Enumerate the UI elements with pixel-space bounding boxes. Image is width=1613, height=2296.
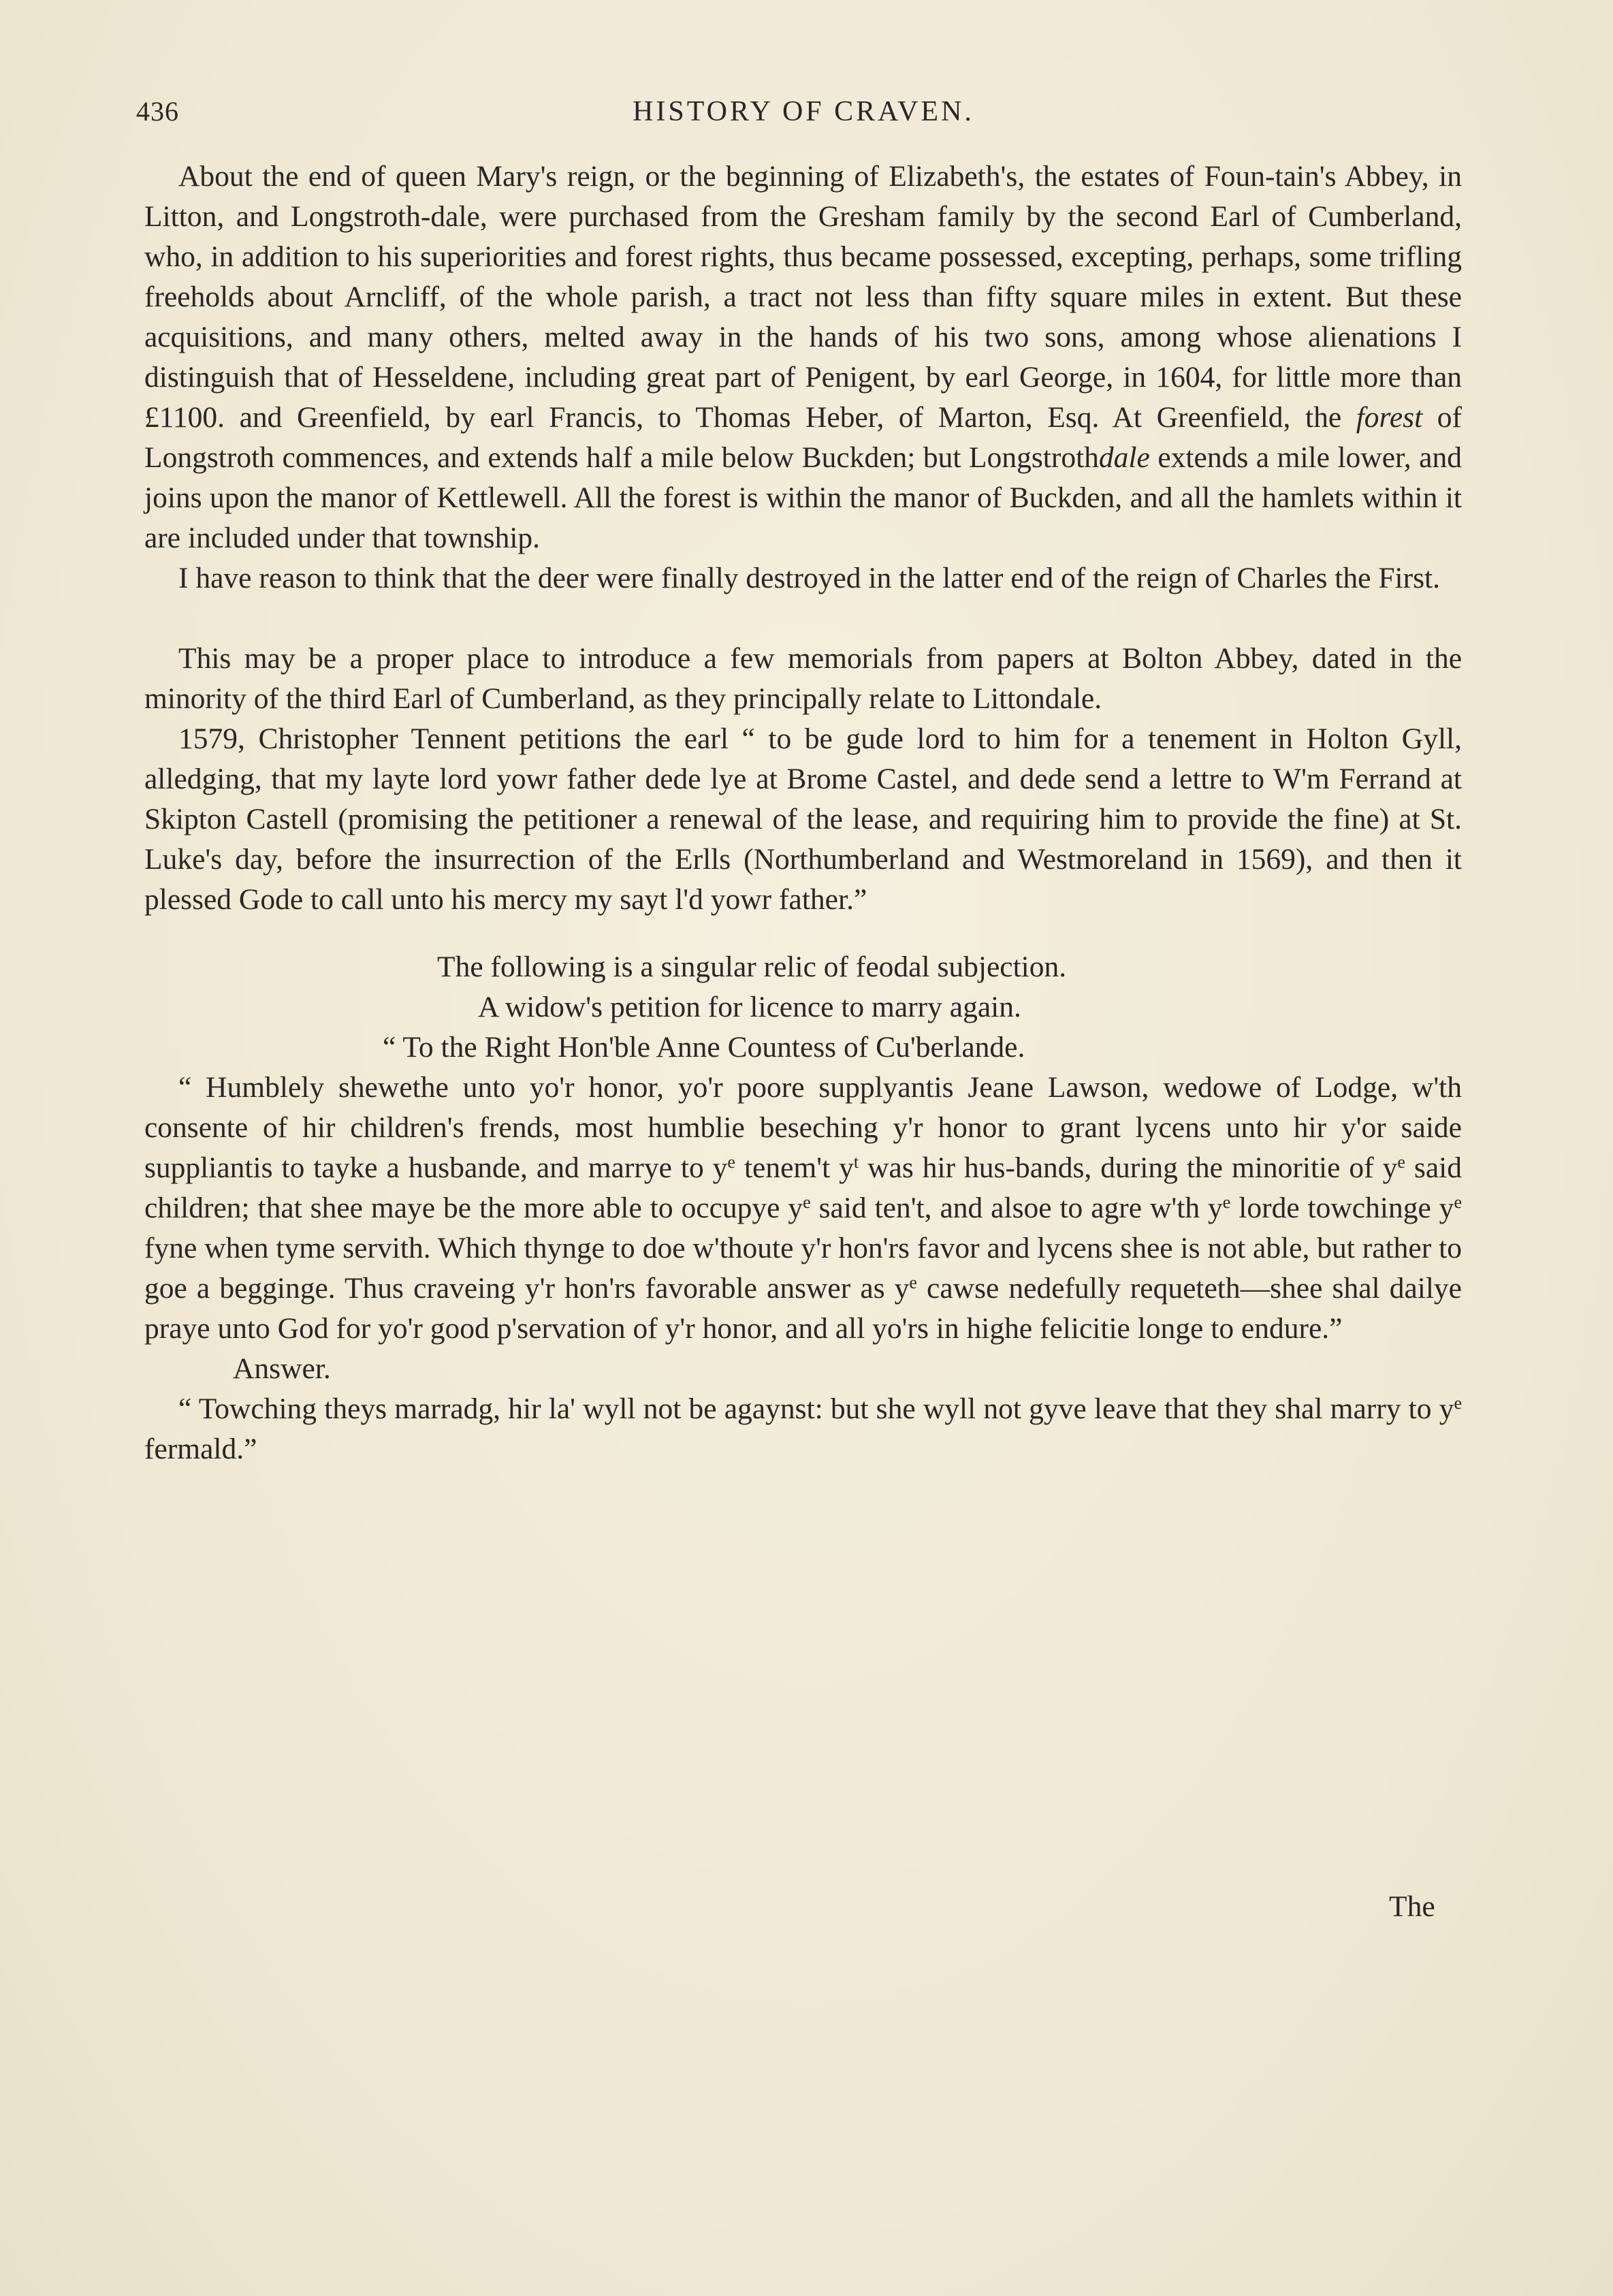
page-header bbox=[136, 95, 1471, 143]
page-number: 436 bbox=[136, 96, 179, 127]
paragraph-lawson-petition: “ Humblely shewethe unto yo'r honor, yo'r poore supplyantis Jeane Lawson, wedowe of Lodge, w'th consente of hir children's frends, most humblie beseching y'r honor to grant lycens unto hir y'or saide suppliantis to tayke a husbande, and marrye to $y^e$ tenem't $y^t$ was hir hus-bands, during the minoritie of $y^e$ said children; that shee maye be the more able to occupye $y^e$ said ten't, and alsoe to agre w'th $y^e$ lorde towchinge $y^e$ fyne when tyme servith. Which thynge to doe w'thoute y'r hon'rs favor and lycens shee is not able, but rather to goe a begginge. Thus craveing y'r hon'rs favorable answer as $y^e$ cawse nedefully requeteth—shee shal dailye praye unto God for yo'r good p'servation of y'r honor, and all yo'rs in highe felicitie longe to endure.” bbox=[144, 1071, 1462, 1345]
heading-feodal-relic: The following is a singular relic of feodal subjection. bbox=[437, 951, 1067, 983]
paragraph-deer: I have reason to think that the deer were finally destroyed in the latter end of the reign of Charles the First. bbox=[178, 562, 1440, 594]
heading-widow-petition: A widow's petition for licence to marry again. bbox=[478, 991, 1021, 1023]
paragraph-answer: “ Towching theys marradg, hir la' wyll not be agaynst: but she wyll not gyve leave that they shal marry to $y^e$ fermald.” bbox=[144, 1392, 1462, 1465]
catchword: The bbox=[1389, 1890, 1435, 1923]
paragraph-tennent-petition: 1579, Christopher Tennent petitions the earl “ to be gude lord to him for a tenement in Holton Gyll, alledging, that my layte lord yowr father dede lye at Brome Castel, and dede send a lettre to W'm Ferrand at Skipton Castell (promising the petitioner a renewal of the lease, and requiring him to provide the fine) at St. Luke's day, before the insurrection of the Erlls (Northumberland and Westmoreland in 1569), and then it plessed Gode to call unto his mercy my sayt l'd yowr father.” bbox=[144, 722, 1462, 916]
heading-address-countess: “ To the Right Hon'ble Anne Countess of Cu'berlande. bbox=[383, 1031, 1025, 1064]
body-text bbox=[144, 157, 1462, 1469]
paragraph-memorials: This may be a proper place to introduce a few memorials from papers at Bolton Abbey, dated in the minority of the third Earl of Cumberland, as they principally relate to Littondale. bbox=[144, 642, 1462, 715]
answer-label: Answer. bbox=[233, 1352, 331, 1385]
running-head: HISTORY OF CRAVEN. bbox=[633, 96, 974, 127]
paragraph-estates: About the end of queen Mary's reign, or the beginning of Elizabeth's, the estates of Foun-tain's Abbey, in Litton, and Longstroth-dale, were purchased from the Gresham family by the second Earl of Cumberland, who, in addition to his superiorities and forest rights, thus became possessed, excepting, perhaps, some trifling freeholds about Arncliff, of the whole parish, a tract not less than fifty square miles in extent. But these acquisitions, and many others, melted away in the hands of his two sons, among whose alienations I distinguish that of Hesseldene, including great part of Penigent, by earl George, in 1604, for little more than £1100. and Greenfield, by earl Francis, to Thomas Heber, of Marton, Esq. At Greenfield, the forest of Longstroth commences, and extends half a mile below Buckden; but Longstrothdale extends a mile lower, and joins upon the manor of Kettlewell. All the forest is within the manor of Buckden, and all the hamlets within it are included under that township. bbox=[144, 160, 1462, 554]
